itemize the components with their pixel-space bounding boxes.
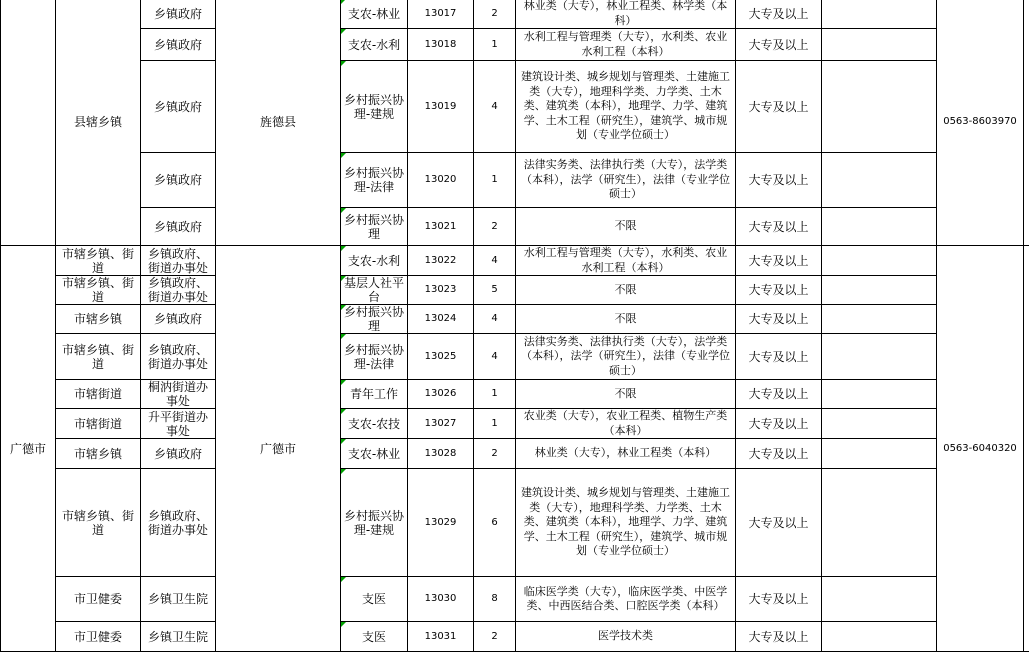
position-cell: 乡村振兴协理-法律 xyxy=(341,153,408,208)
education-cell: 大专及以上 xyxy=(736,469,822,577)
code-cell: 13024 xyxy=(408,305,474,334)
count-cell: 4 xyxy=(474,334,516,380)
table-row xyxy=(1,276,1029,305)
count-cell: 1 xyxy=(474,153,516,208)
requirement-cell: 不限 xyxy=(516,380,736,409)
other-cell xyxy=(822,29,937,61)
position-cell: 支医 xyxy=(341,577,408,622)
org-cell: 乡镇卫生院 xyxy=(141,622,216,652)
other-cell xyxy=(822,469,937,577)
org-cell: 乡镇政府 xyxy=(141,0,216,29)
code-cell: 13019 xyxy=(408,61,474,153)
education-cell: 大专及以上 xyxy=(736,61,822,153)
count-cell: 5 xyxy=(474,276,516,305)
position-cell: 支农-林业 xyxy=(341,0,408,29)
education-cell: 大专及以上 xyxy=(736,208,822,246)
requirement-cell: 法律实务类、法律执行类（大专），法学类（本科），法学（研究生），法律（专业学位硕士） xyxy=(516,334,736,380)
code-cell: 13029 xyxy=(408,469,474,577)
position-cell: 乡村振兴协理 xyxy=(341,305,408,334)
count-cell: 4 xyxy=(474,305,516,334)
education-cell: 大专及以上 xyxy=(736,622,822,652)
district-cell: 市辖乡镇、街道 xyxy=(56,276,141,305)
education-cell: 大专及以上 xyxy=(736,409,822,439)
district-cell: 市卫健委 xyxy=(56,622,141,652)
county-cell: 旌德县 xyxy=(216,0,341,246)
position-cell: 基层人社平台 xyxy=(341,276,408,305)
other-cell xyxy=(822,305,937,334)
other-cell xyxy=(822,577,937,622)
requirement-cell: 不限 xyxy=(516,305,736,334)
other-cell xyxy=(822,622,937,652)
other-cell xyxy=(822,276,937,305)
code-cell: 13031 xyxy=(408,622,474,652)
county-cell: 广德市 xyxy=(216,246,341,652)
requirement-cell: 不限 xyxy=(516,208,736,246)
org-cell: 升平街道办事处 xyxy=(141,409,216,439)
education-cell: 大专及以上 xyxy=(736,276,822,305)
education-cell: 大专及以上 xyxy=(736,153,822,208)
code-cell: 13020 xyxy=(408,153,474,208)
position-cell: 支农-林业 xyxy=(341,439,408,469)
code-cell: 13017 xyxy=(408,0,474,29)
count-cell: 2 xyxy=(474,208,516,246)
table-row xyxy=(1,469,1029,577)
district-cell: 市辖街道 xyxy=(56,409,141,439)
org-cell: 乡镇政府 xyxy=(141,305,216,334)
code-cell: 13021 xyxy=(408,208,474,246)
org-cell: 乡镇政府 xyxy=(141,61,216,153)
count-cell: 4 xyxy=(474,246,516,276)
position-cell: 支农-农技 xyxy=(341,409,408,439)
phone-cell: 0563-8603970 xyxy=(937,0,1024,246)
district-cell: 市辖乡镇、街道 xyxy=(56,334,141,380)
table-row xyxy=(1,208,1029,246)
org-cell: 乡镇政府 xyxy=(141,153,216,208)
code-cell: 13030 xyxy=(408,577,474,622)
position-cell: 乡村振兴协理-建规 xyxy=(341,61,408,153)
education-cell: 大专及以上 xyxy=(736,334,822,380)
count-cell: 2 xyxy=(474,622,516,652)
org-cell: 桐汭街道办事处 xyxy=(141,380,216,409)
org-cell: 乡镇政府、街道办事处 xyxy=(141,469,216,577)
org-cell: 乡镇政府 xyxy=(141,208,216,246)
education-cell: 大专及以上 xyxy=(736,246,822,276)
requirement-cell: 林业类（大专），林业工程类（本科） xyxy=(516,439,736,469)
district-cell: 市辖乡镇 xyxy=(56,439,141,469)
other-cell xyxy=(822,208,937,246)
count-cell: 4 xyxy=(474,61,516,153)
code-cell: 13026 xyxy=(408,380,474,409)
education-cell: 大专及以上 xyxy=(736,305,822,334)
district-cell: 市卫健委 xyxy=(56,577,141,622)
count-cell: 6 xyxy=(474,469,516,577)
education-cell: 大专及以上 xyxy=(736,439,822,469)
requirement-cell: 水利工程与管理类（大专），水利类、农业水利工程（本科） xyxy=(516,246,736,276)
table-row xyxy=(1,334,1029,380)
district-cell: 县辖乡镇 xyxy=(56,0,141,246)
count-cell: 1 xyxy=(474,380,516,409)
education-cell: 大专及以上 xyxy=(736,577,822,622)
requirement-cell: 临床医学类（大专），临床医学类、中医学类、中西医结合类、口腔医学类（本科） xyxy=(516,577,736,622)
table-row xyxy=(1,305,1029,334)
other-cell xyxy=(822,0,937,29)
requirement-cell: 医学技术类 xyxy=(516,622,736,652)
table-row xyxy=(1,153,1029,208)
district-cell: 市辖乡镇、街道 xyxy=(56,469,141,577)
table-row xyxy=(1,409,1029,439)
code-cell: 13027 xyxy=(408,409,474,439)
other-cell xyxy=(822,409,937,439)
position-cell: 乡村振兴协理-法律 xyxy=(341,334,408,380)
table-row xyxy=(1,246,1029,276)
phone-cell: 0563-6040320 xyxy=(937,246,1024,652)
table-row xyxy=(1,61,1029,153)
position-cell: 乡村振兴协理-建规 xyxy=(341,469,408,577)
code-cell: 13023 xyxy=(408,276,474,305)
other-cell xyxy=(822,334,937,380)
edge-cell xyxy=(1024,0,1029,246)
requirement-cell: 水利工程与管理类（大专），水利类、农业水利工程（本科） xyxy=(516,29,736,61)
district-cell: 市辖乡镇、街道 xyxy=(56,246,141,276)
org-cell: 乡镇卫生院 xyxy=(141,577,216,622)
other-cell xyxy=(822,61,937,153)
other-cell xyxy=(822,439,937,469)
code-cell: 13025 xyxy=(408,334,474,380)
table-row xyxy=(1,577,1029,622)
table-row xyxy=(1,29,1029,61)
position-cell: 支农-水利 xyxy=(341,29,408,61)
count-cell: 8 xyxy=(474,577,516,622)
district-cell: 市辖乡镇 xyxy=(56,305,141,334)
district-cell: 市辖街道 xyxy=(56,380,141,409)
edge-cell xyxy=(1024,246,1029,652)
org-cell: 乡镇政府、街道办事处 xyxy=(141,334,216,380)
table-row xyxy=(1,0,1029,29)
education-cell: 大专及以上 xyxy=(736,29,822,61)
requirement-cell: 建筑设计类、城乡规划与管理类、土建施工类（大专），地理科学类、力学类、土木类、建筑类（本科），地理学、力学、建筑学、土木工程（研究生），建筑学、城市规划（专业学位硕士） xyxy=(516,469,736,577)
requirement-cell: 林业类（大专），林业工程类、林学类（本科） xyxy=(516,0,736,29)
count-cell: 1 xyxy=(474,409,516,439)
table-row xyxy=(1,622,1029,652)
code-cell: 13018 xyxy=(408,29,474,61)
table-row xyxy=(1,439,1029,469)
count-cell: 1 xyxy=(474,29,516,61)
count-cell: 2 xyxy=(474,0,516,29)
org-cell: 乡镇政府 xyxy=(141,29,216,61)
city-cell xyxy=(1,0,56,246)
position-cell: 支医 xyxy=(341,622,408,652)
code-cell: 13028 xyxy=(408,439,474,469)
position-cell: 青年工作 xyxy=(341,380,408,409)
count-cell: 2 xyxy=(474,439,516,469)
requirement-cell: 法律实务类、法律执行类（大专），法学类（本科），法学（研究生），法律（专业学位硕士） xyxy=(516,153,736,208)
education-cell: 大专及以上 xyxy=(736,380,822,409)
position-cell: 乡村振兴协理 xyxy=(341,208,408,246)
other-cell xyxy=(822,380,937,409)
org-cell: 乡镇政府、街道办事处 xyxy=(141,276,216,305)
requirement-cell: 不限 xyxy=(516,276,736,305)
org-cell: 乡镇政府 xyxy=(141,439,216,469)
requirement-cell: 农业类（大专），农业工程类、植物生产类（本科） xyxy=(516,409,736,439)
other-cell xyxy=(822,246,937,276)
position-cell: 支农-水利 xyxy=(341,246,408,276)
table-row xyxy=(1,380,1029,409)
other-cell xyxy=(822,153,937,208)
requirement-cell: 建筑设计类、城乡规划与管理类、土建施工类（大专），地理科学类、力学类、土木类、建筑类（本科），地理学、力学、建筑学、土木工程（研究生），建筑学、城市规划（专业学位硕士） xyxy=(516,61,736,153)
city-cell: 广德市 xyxy=(1,246,56,652)
code-cell: 13022 xyxy=(408,246,474,276)
org-cell: 乡镇政府、街道办事处 xyxy=(141,246,216,276)
education-cell: 大专及以上 xyxy=(736,0,822,29)
